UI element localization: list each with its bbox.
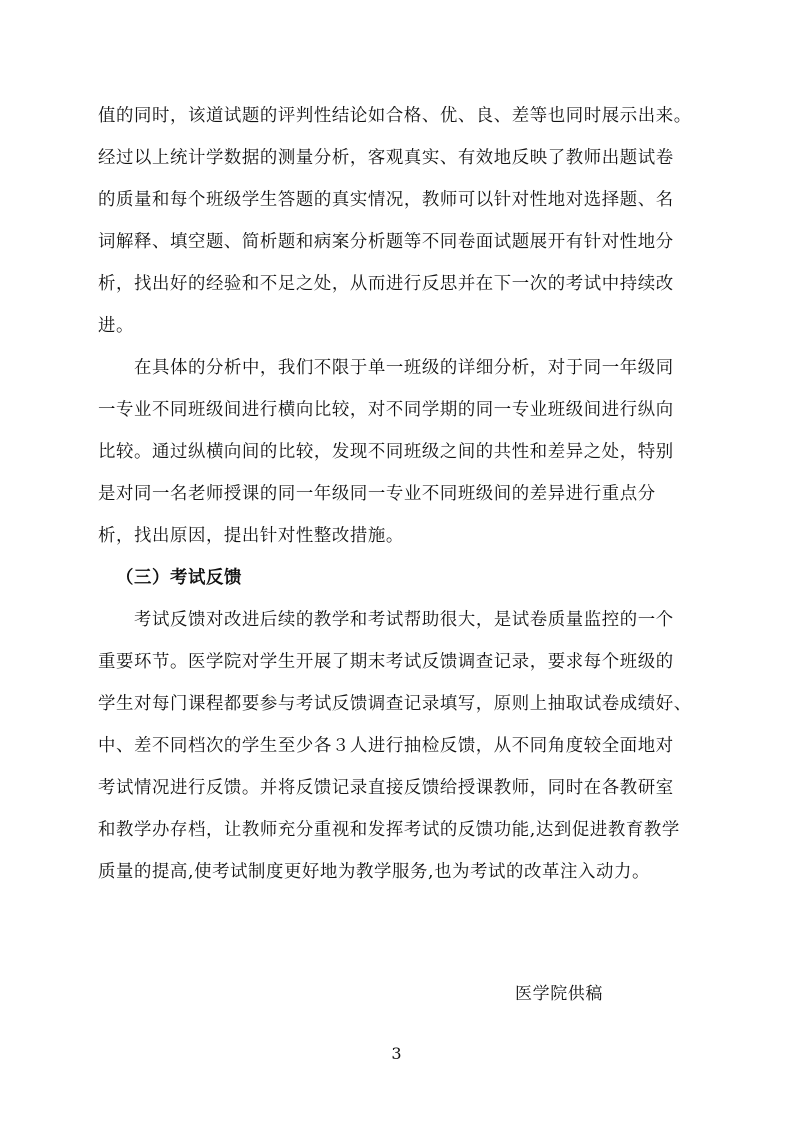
paragraph-line: 比较。通过纵横向间的比较，发现不同班级之间的共性和差异之处，特别 bbox=[98, 442, 674, 462]
paragraph-line: 质量的提高,使考试制度更好地为教学服务,也为考试的改革注入动力。 bbox=[98, 862, 650, 882]
paragraph-line: 析，找出原因，提出针对性整改措施。 bbox=[98, 526, 404, 546]
paragraph-line: 和教学办存档，让教师充分重视和发挥考试的反馈功能,达到促进教育教学 bbox=[98, 820, 680, 840]
paragraph-line: 在具体的分析中，我们不限于单一班级的详细分析，对于同一年级同 bbox=[134, 358, 674, 378]
paragraph-line: 考试情况进行反馈。并将反馈记录直接反馈给授课教师，同时在各教研室 bbox=[98, 778, 674, 798]
paragraph-line: 考试反馈对改进后续的教学和考试帮助很大，是试卷质量监控的一个 bbox=[134, 610, 674, 630]
paragraph-line: 进。 bbox=[98, 316, 134, 336]
section-heading: （三）考试反馈 bbox=[116, 568, 242, 588]
paragraph-line: 是对同一名老师授课的同一年级同一专业不同班级间的差异进行重点分 bbox=[98, 484, 656, 504]
paragraph-line: 析，找出好的经验和不足之处，从而进行反思并在下一次的考试中持续改 bbox=[98, 274, 674, 294]
paragraph-line: 中、差不同档次的学生至少各３人进行抽检反馈，从不同角度较全面地对 bbox=[98, 736, 674, 756]
page-number: 3 bbox=[391, 1044, 402, 1063]
paragraph-line: 经过以上统计学数据的测量分析，客观真实、有效地反映了教师出题试卷 bbox=[98, 148, 674, 168]
paragraph-line: 学生对每门课程都要参与考试反馈调查记录填写，原则上抽取试卷成绩好、 bbox=[98, 694, 692, 714]
paragraph-line: 词解释、填空题、简析题和病案分析题等不同卷面试题展开有针对性地分 bbox=[98, 232, 674, 252]
paragraph-line: 的质量和每个班级学生答题的真实情况，教师可以针对性地对选择题、名 bbox=[98, 190, 674, 210]
paragraph-line: 重要环节。医学院对学生开展了期末考试反馈调查记录，要求每个班级的 bbox=[98, 652, 674, 672]
author-signature: 医学院供稿 bbox=[515, 984, 603, 1004]
paragraph-line: 值的同时，该道试题的评判性结论如合格、优、良、差等也同时展示出来。 bbox=[98, 106, 692, 126]
paragraph-line: 一专业不同班级间进行横向比较，对不同学期的同一专业班级间进行纵向 bbox=[98, 400, 674, 420]
